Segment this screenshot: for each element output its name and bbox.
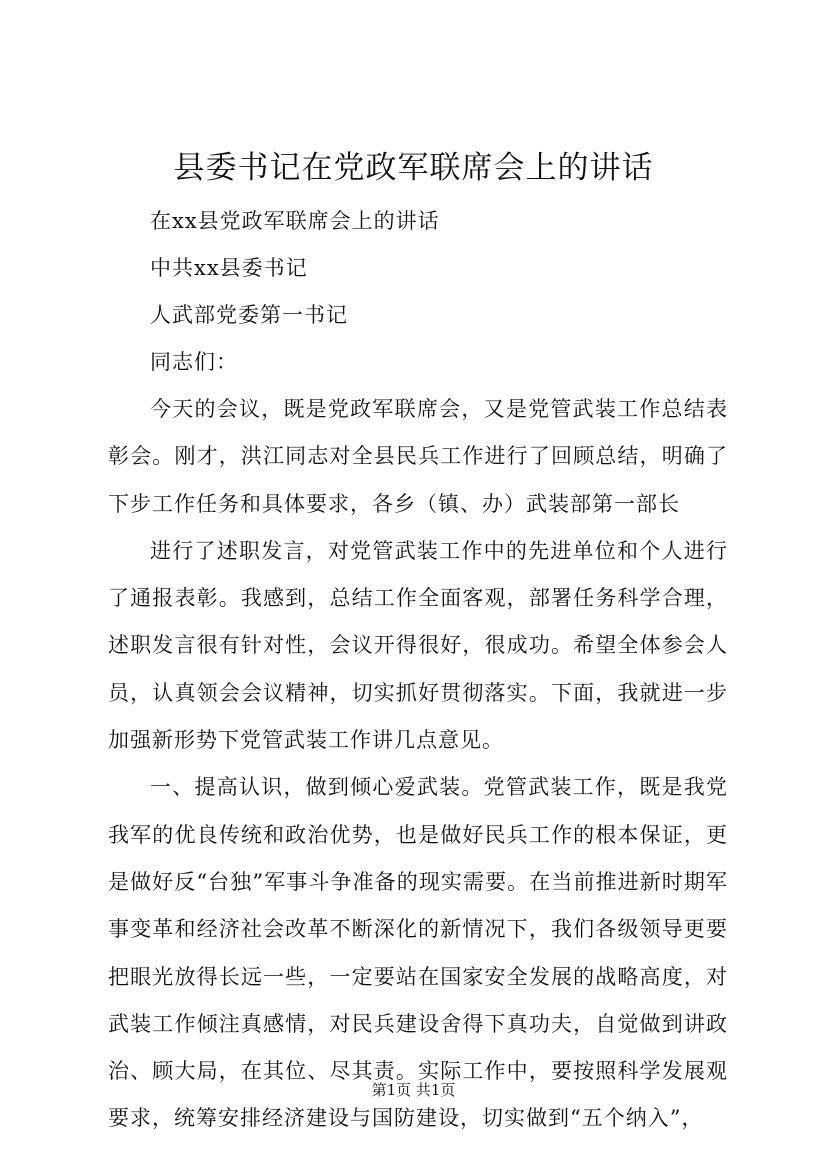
document-title: 县委书记在党政军联席会上的讲话 xyxy=(173,150,654,186)
author-line: 人武部党委第一书记 xyxy=(150,303,348,327)
subtitle-line: 在xx县党政军联席会上的讲话 xyxy=(150,209,440,233)
page-footer: 第1页 共1页 xyxy=(371,1081,456,1099)
paragraph: 进行了述职发言，对党管武装工作中的先进单位和个人进行了通报表彰。我感到，总结工作全面客观，部署任务科学合理，述职发言很有针对性，会议开得很好，很成功。希望全体参会人员，认真领会会议精神，切实抓好贯彻落实。下面，我就进一步加强新形势下党管武装工作讲几点意见。 xyxy=(108,538,728,753)
paragraph: 一、提高认识，做到倾心爱武装。党管武装工作，既是我党我军的优良传统和政治优势，也是做好民兵工作的根本保证，更是做好反“台独”军事斗争准备的现实需要。在当前推进新时期军事变革和经济社会改革不断深化的新情况下，我们各级领导更要把眼光放得长远一些，一定要站在国家安全发展的战略高度，对武装工作倾注真感情，对民兵建设舍得下真功夫，自觉做到讲政治、顾大局，在其位、尽其责。实际工作中，要按照科学发展观要求，统筹安排经济建设与国防建设，切实做到“五个纳入”， xyxy=(108,775,728,1131)
author-line: 中共xx县委书记 xyxy=(150,256,308,280)
paragraph: 今天的会议，既是党政军联席会，又是党管武装工作总结表彰会。刚才，洪江同志对全县民兵工作进行了回顾总结，明确了下步工作任务和具体要求，各乡（镇、办）武装部第一部长 xyxy=(108,397,728,516)
salutation: 同志们： xyxy=(150,350,238,374)
document-body xyxy=(108,198,728,1143)
